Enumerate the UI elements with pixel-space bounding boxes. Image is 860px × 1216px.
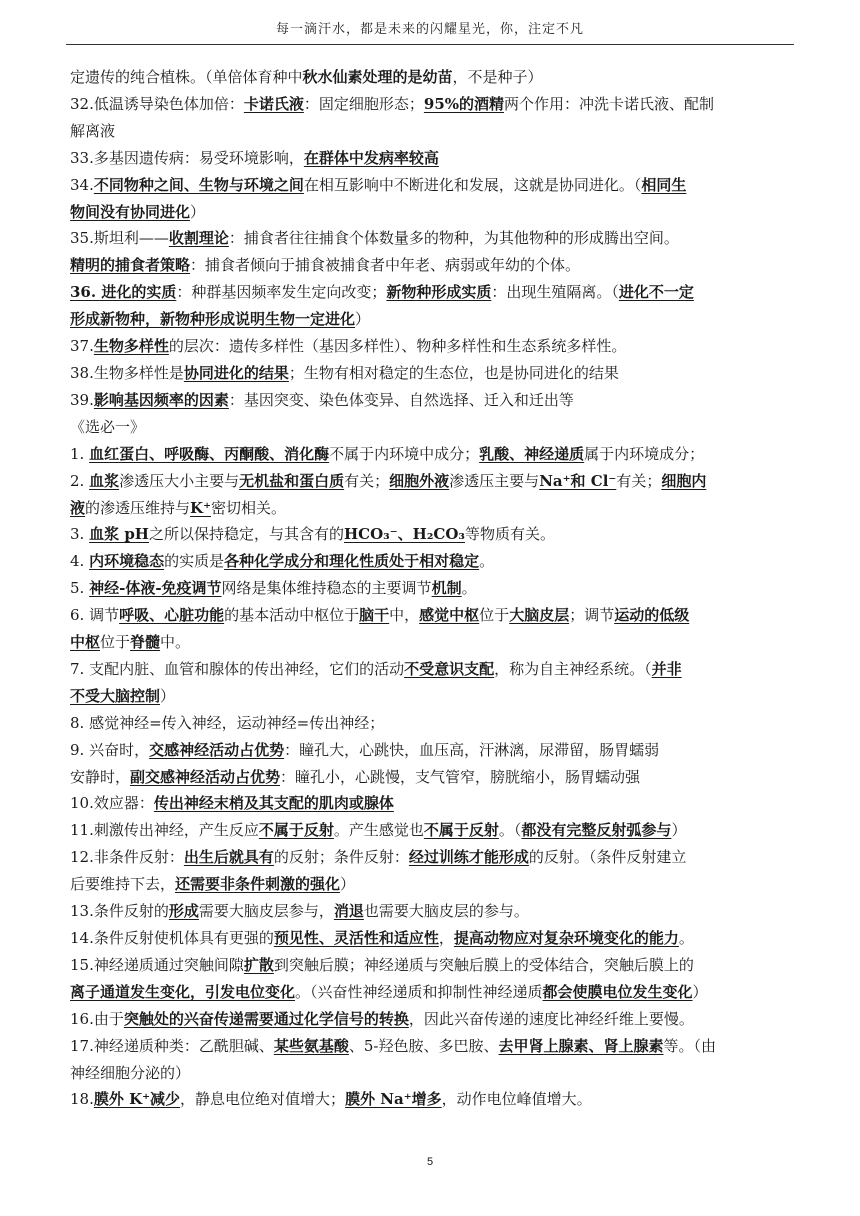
- text-segment: 渗透压大小主要与: [119, 471, 240, 490]
- emphasized-text: 膜外 Na⁺增多: [345, 1090, 442, 1109]
- text-segment: ，因此兴奋传递的速度比神经纤维上要慢。: [408, 1009, 694, 1028]
- text-segment: 等物质有关。: [464, 525, 555, 544]
- text-segment: 35.斯坦利——: [70, 229, 169, 248]
- text-segment: 9. 兴奋时，: [70, 740, 150, 759]
- text-line: [70, 683, 794, 710]
- text-segment: ；调节: [569, 606, 615, 625]
- text-segment: ，: [438, 929, 454, 947]
- text-segment: 15.神经递质通过突触间隙: [70, 955, 244, 974]
- text-segment: 两个作用：冲洗卡诺氏液、配制: [504, 94, 715, 113]
- text-segment: 有关；: [344, 471, 390, 490]
- text-segment: 。产生感觉也: [333, 821, 424, 840]
- text-segment: 《选必一》: [70, 417, 146, 436]
- text-line: [70, 360, 794, 387]
- emphasized-text: 消退: [333, 902, 364, 921]
- text-segment: 的层次：遗传多样性（基因多样性）、物种多样性和生态系统多样性。: [168, 337, 627, 356]
- text-segment: 之所以保持稳定，与其含有的: [148, 525, 344, 544]
- text-line: [70, 925, 794, 952]
- text-line: [70, 145, 794, 172]
- text-line: [70, 898, 794, 925]
- emphasized-text: 细胞内: [661, 471, 707, 490]
- text-segment: 的实质是: [164, 552, 225, 571]
- emphasized-text: 都会使膜电位发生变化: [542, 982, 693, 1001]
- text-segment: ：固定细胞形态；: [303, 94, 424, 113]
- text-segment: 12.非条件反射：: [70, 848, 184, 867]
- emphasized-text: 协同进化的结果: [183, 363, 289, 382]
- emphasized-text: 呼吸、心脏功能: [119, 606, 225, 625]
- text-line: [70, 629, 794, 656]
- emphasized-text: 不属于反射: [423, 821, 499, 840]
- text-line: [70, 844, 794, 871]
- text-segment: 13.条件反射的: [70, 902, 169, 921]
- emphasized-text: 某些氨基酸: [273, 1036, 349, 1055]
- text-segment: 14.条件反射使机体具有更强的: [70, 929, 274, 947]
- text-segment: 安静时，: [70, 767, 131, 786]
- document-body: [70, 64, 794, 1113]
- text-segment: ，静息电位绝对值增大；: [180, 1090, 346, 1109]
- text-segment: 。: [678, 929, 694, 947]
- emphasized-text: Na⁺和 Cl⁻: [539, 471, 617, 490]
- text-segment: 网络是集体维持稳态的主要调节: [221, 579, 432, 598]
- text-segment: ：瞳孔大，心跳快，血压高，汗淋漓，尿滞留，肠胃蠕弱: [284, 740, 660, 759]
- text-segment: ：出现生殖隔离。（: [491, 283, 619, 302]
- text-segment: 10.效应器：: [70, 794, 154, 813]
- text-segment: 秋水仙素处理的是幼苗: [302, 68, 453, 86]
- text-segment: 32.低温诱导染色体加倍：: [70, 94, 244, 113]
- text-segment: 39.: [70, 390, 94, 409]
- text-line: [70, 548, 794, 575]
- emphasized-text: 细胞外液: [389, 471, 450, 490]
- text-segment: 8. 感觉神经=传入神经，运动神经=传出神经；: [70, 713, 385, 732]
- emphasized-text: 卡诺氏液: [243, 94, 304, 113]
- emphasized-text: 感觉中枢: [419, 606, 480, 625]
- emphasized-text: 乳酸、神经递质: [479, 444, 585, 463]
- text-segment: 的反射；条件反射：: [273, 848, 409, 867]
- emphasized-text: 中枢: [70, 633, 101, 652]
- emphasized-text: 传出神经末梢及其支配的肌肉或腺体: [153, 794, 394, 813]
- text-segment: ，称为自主神经系统。（: [494, 659, 652, 678]
- emphasized-text: 副交感神经活动占优势: [130, 767, 281, 786]
- emphasized-text: 不属于反射: [258, 821, 334, 840]
- text-line: [70, 306, 794, 333]
- text-line: [70, 952, 794, 979]
- text-segment: 1.: [70, 444, 90, 463]
- text-line: [70, 656, 794, 683]
- emphasized-text: 脑干: [359, 606, 390, 625]
- emphasized-text: 生物多样性: [93, 337, 169, 356]
- text-line: [70, 521, 794, 548]
- text-segment: ）: [190, 202, 206, 221]
- emphasized-text: 36. 进化的实质: [70, 283, 177, 302]
- emphasized-text: 出生后就具有: [183, 848, 274, 867]
- text-line: [70, 737, 794, 764]
- text-segment: 的反射。（条件反射建立: [528, 848, 687, 867]
- text-line: [70, 495, 794, 522]
- text-segment: 需要大脑皮层参与，: [198, 902, 334, 921]
- text-segment: 17.神经递质种类：乙酰胆碱、: [70, 1036, 274, 1055]
- text-segment: ：捕食者倾向于捕食被捕食者中年老、病弱或年幼的个体。: [190, 256, 581, 275]
- emphasized-text: 突触处的兴奋传递需要通过化学信号的转换: [123, 1009, 409, 1028]
- text-segment: 有关；: [616, 471, 662, 490]
- text-line: [70, 1060, 794, 1087]
- text-segment: 的基本活动中枢位于: [224, 606, 360, 625]
- text-line: [70, 441, 794, 468]
- page-number: 5: [426, 1156, 434, 1168]
- emphasized-text: HCO₃⁻、H₂CO₃: [344, 525, 465, 544]
- text-segment: ）: [671, 821, 687, 840]
- emphasized-text: 不同物种之间、生物与环境之间: [93, 175, 304, 194]
- text-segment: 4.: [70, 552, 90, 571]
- text-line: [70, 468, 794, 495]
- text-segment: 不属于内环境中成分；: [329, 444, 480, 463]
- text-segment: 、5-羟色胺、多巴胺、: [348, 1036, 499, 1055]
- text-segment: ：瞳孔小，心跳慢，支气管窄，膀胱缩小，肠胃蠕动强: [280, 767, 641, 786]
- text-segment: 16.由于: [70, 1009, 124, 1028]
- text-segment: 渗透压主要与: [449, 471, 540, 490]
- text-segment: 密切相关。: [211, 498, 287, 517]
- emphasized-text: 都没有完整反射弧参与: [521, 821, 672, 840]
- emphasized-text: 进化不一定: [618, 283, 694, 302]
- text-segment: 。: [461, 579, 477, 598]
- text-line: [70, 199, 794, 226]
- text-line: [70, 1006, 794, 1033]
- text-segment: 中，: [389, 606, 420, 625]
- text-line: [70, 817, 794, 844]
- emphasized-text: 血浆: [89, 471, 120, 490]
- text-segment: 6. 调节: [70, 606, 120, 625]
- emphasized-text: 离子通道发生变化，引发电位变化: [70, 982, 296, 1001]
- emphasized-text: 无机盐和蛋白质: [239, 471, 345, 490]
- emphasized-text: 95%的酒精: [423, 94, 505, 113]
- emphasized-text: 膜外 K⁺减少: [93, 1090, 181, 1109]
- emphasized-text: 提高动物应对复杂环境变化的能力: [453, 929, 679, 947]
- text-segment: 34.: [70, 175, 94, 194]
- text-segment: 定遗传的纯合植株。（单倍体育种中: [70, 68, 303, 86]
- text-line: [70, 1086, 794, 1113]
- emphasized-text: K⁺: [190, 498, 211, 517]
- text-line: [70, 979, 794, 1006]
- emphasized-text: 相同生: [641, 175, 687, 194]
- text-segment: ；生物有相对稳定的生态位，也是协同进化的结果: [288, 363, 619, 382]
- emphasized-text: 在群体中发病率较高: [303, 148, 439, 167]
- text-segment: 位于: [100, 633, 131, 652]
- text-segment: 11.刺激传出神经，产生反应: [70, 821, 259, 840]
- text-line: [70, 91, 794, 118]
- page-header-motto: 每一滴汗水，都是未来的闪耀星光，你，注定不凡: [275, 22, 584, 37]
- text-line: [70, 602, 794, 629]
- text-segment: ）: [355, 310, 371, 329]
- emphasized-text: 收割理论: [168, 229, 229, 248]
- text-segment: ：基因突变、染色体变异、自然选择、迁入和迁出等: [228, 390, 574, 409]
- text-line: [70, 333, 794, 360]
- emphasized-text: 交感神经活动占优势: [149, 740, 285, 759]
- emphasized-text: 各种化学成分和理化性质处于相对稳定: [224, 552, 480, 571]
- text-segment: ）: [692, 982, 708, 1001]
- text-segment: 2.: [70, 471, 90, 490]
- emphasized-text: 经过训练才能形成: [408, 848, 529, 867]
- emphasized-text: 预见性、灵活性和适应性: [273, 929, 439, 947]
- emphasized-text: 神经-体液-免疫调节: [89, 579, 222, 598]
- text-segment: 。: [479, 552, 495, 571]
- emphasized-text: 不受意识支配: [404, 659, 495, 678]
- text-segment: 在相互影响中不断进化和发展，这就是协同进化。（: [303, 175, 642, 194]
- emphasized-text: 形成: [168, 902, 199, 921]
- text-segment: 33.多基因遗传病：易受环境影响，: [70, 148, 304, 167]
- text-segment: 到突触后膜；神经递质与突触后膜上的受体结合，突触后膜上的: [273, 955, 694, 974]
- text-segment: ：捕食者往往捕食个体数量多的物种，为其他物种的形成腾出空间。: [228, 229, 679, 248]
- text-segment: 5.: [70, 579, 90, 598]
- emphasized-text: 液: [70, 498, 86, 517]
- text-segment: 。（: [498, 821, 522, 840]
- text-segment: 等。（由: [663, 1036, 717, 1055]
- text-line: [70, 387, 794, 414]
- text-line: [70, 764, 794, 791]
- text-line: [70, 1033, 794, 1060]
- text-segment: ）: [340, 875, 356, 894]
- emphasized-text: 内环境稳态: [89, 552, 165, 571]
- text-line: [70, 118, 794, 145]
- text-line: [70, 64, 794, 91]
- text-segment: 的渗透压维持与: [85, 498, 191, 517]
- text-segment: ：种群基因频率发生定向改变；: [176, 283, 387, 302]
- text-segment: 3.: [70, 525, 90, 544]
- emphasized-text: 扩散: [243, 955, 274, 974]
- emphasized-text: 机制: [431, 579, 462, 598]
- text-line: [70, 575, 794, 602]
- text-line: [70, 172, 794, 199]
- text-segment: ，动作电位峰值增大。: [441, 1090, 592, 1109]
- header-divider: [66, 44, 794, 45]
- emphasized-text: 脊髓: [130, 633, 161, 652]
- emphasized-text: 去甲肾上腺素、肾上腺素: [498, 1036, 664, 1055]
- emphasized-text: 不受大脑控制: [70, 686, 161, 705]
- emphasized-text: 运动的低级: [614, 606, 690, 625]
- emphasized-text: 物间没有协同进化: [70, 202, 191, 221]
- emphasized-text: 新物种形成实质: [386, 283, 492, 302]
- text-segment: 后要维持下去，: [70, 875, 176, 894]
- text-segment: 37.: [70, 337, 94, 356]
- text-segment: 中。: [160, 633, 191, 652]
- text-segment: 38.生物多样性是: [70, 363, 184, 382]
- emphasized-text: 并非: [651, 659, 682, 678]
- text-segment: 解离液: [70, 121, 116, 140]
- text-line: [70, 414, 794, 441]
- emphasized-text: 血红蛋白、呼吸酶、丙酮酸、消化酶: [89, 444, 330, 463]
- text-line: [70, 710, 794, 737]
- text-segment: 。（兴奋性神经递质和抑制性神经递质: [295, 982, 543, 1001]
- text-segment: 神经细胞分泌的）: [70, 1063, 191, 1082]
- text-segment: 18.: [70, 1090, 94, 1109]
- emphasized-text: 形成新物种，新物种形成说明生物一定进化: [70, 310, 356, 329]
- text-segment: 位于: [479, 606, 510, 625]
- text-segment: ）: [160, 686, 176, 705]
- emphasized-text: 血浆 pH: [89, 525, 149, 544]
- text-line: [70, 252, 794, 279]
- text-line: [70, 279, 794, 306]
- text-line: [70, 790, 794, 817]
- text-segment: 属于内环境成分；: [584, 444, 705, 463]
- emphasized-text: 还需要非条件刺激的强化: [175, 875, 341, 894]
- text-segment: 7. 支配内脏、血管和腺体的传出神经，它们的活动: [70, 659, 405, 678]
- emphasized-text: 影响基因频率的因素: [93, 390, 229, 409]
- text-line: [70, 871, 794, 898]
- text-line: [70, 225, 794, 252]
- text-segment: 也需要大脑皮层的参与。: [363, 902, 529, 921]
- emphasized-text: 大脑皮层: [509, 606, 570, 625]
- emphasized-text: 精明的捕食者策略: [70, 256, 191, 275]
- text-segment: ，不是种子）: [452, 68, 543, 86]
